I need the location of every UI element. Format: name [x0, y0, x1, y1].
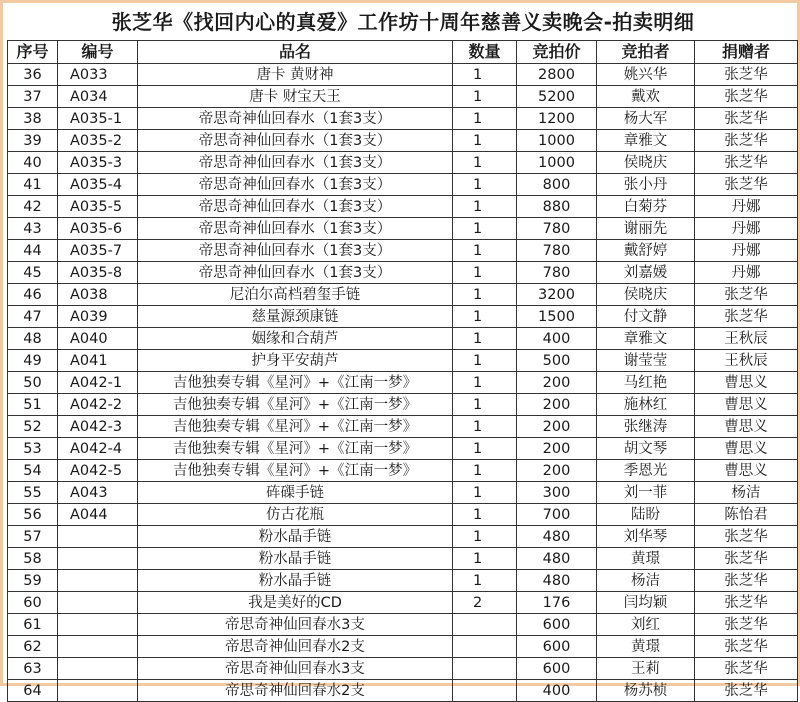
cell-bidder: 侯晓庆: [597, 284, 695, 306]
cell-donor: 张芝华: [695, 548, 798, 570]
cell-price: 1000: [517, 130, 597, 152]
cell-donor: 张芝华: [695, 64, 798, 86]
cell-item-name: 吉他独奏专辑《星河》+《江南一梦》: [138, 460, 453, 482]
cell-bidder: 白菊芬: [597, 196, 695, 218]
cell-code: A042-2: [58, 394, 138, 416]
cell-bidder: 侯晓庆: [597, 152, 695, 174]
cell-seq: 64: [8, 680, 58, 702]
cell-price: 1500: [517, 306, 597, 328]
cell-price: 780: [517, 240, 597, 262]
cell-donor: 张芝华: [695, 680, 798, 702]
cell-code: A035-7: [58, 240, 138, 262]
table-row: [8, 438, 798, 460]
table-row: [8, 548, 798, 570]
cell-code: A038: [58, 284, 138, 306]
cell-seq: 61: [8, 614, 58, 636]
cell-donor: 曹思义: [695, 460, 798, 482]
cell-bidder: 谢莹莹: [597, 350, 695, 372]
cell-seq: 50: [8, 372, 58, 394]
cell-bidder: 张小丹: [597, 174, 695, 196]
cell-code: A040: [58, 328, 138, 350]
cell-code: [58, 636, 138, 658]
cell-donor: 丹娜: [695, 196, 798, 218]
cell-seq: 49: [8, 350, 58, 372]
table-row: [8, 482, 798, 504]
cell-item-name: 帝思奇神仙回春水（1套3支）: [138, 108, 453, 130]
cell-price: 880: [517, 196, 597, 218]
cell-quantity: 1: [453, 306, 517, 328]
table-row: [8, 108, 798, 130]
cell-seq: 54: [8, 460, 58, 482]
table-row: [8, 64, 798, 86]
cell-price: 400: [517, 680, 597, 702]
cell-donor: 张芝华: [695, 108, 798, 130]
cell-quantity: 1: [453, 284, 517, 306]
table-row: [8, 240, 798, 262]
cell-quantity: 1: [453, 416, 517, 438]
cell-price: 1000: [517, 152, 597, 174]
table-row: [8, 262, 798, 284]
cell-price: 200: [517, 438, 597, 460]
cell-code: A034: [58, 86, 138, 108]
cell-code: A042-1: [58, 372, 138, 394]
cell-quantity: 1: [453, 394, 517, 416]
cell-seq: 51: [8, 394, 58, 416]
cell-donor: 陈怡君: [695, 504, 798, 526]
cell-quantity: 1: [453, 64, 517, 86]
cell-price: 176: [517, 592, 597, 614]
header-row: [8, 41, 798, 64]
cell-item-name: 帝思奇神仙回春水（1套3支）: [138, 262, 453, 284]
cell-item-name: 姻缘和合葫芦: [138, 328, 453, 350]
cell-item-name: 砗磲手链: [138, 482, 453, 504]
cell-quantity: 1: [453, 438, 517, 460]
cell-code: [58, 592, 138, 614]
cell-code: A042-4: [58, 438, 138, 460]
cell-quantity: 1: [453, 350, 517, 372]
cell-quantity: 1: [453, 152, 517, 174]
cell-price: 800: [517, 174, 597, 196]
cell-code: A035-5: [58, 196, 138, 218]
cell-bidder: 付文静: [597, 306, 695, 328]
cell-price: 780: [517, 218, 597, 240]
cell-donor: 张芝华: [695, 592, 798, 614]
table-row: [8, 394, 798, 416]
table-row: [8, 570, 798, 592]
cell-quantity: 1: [453, 504, 517, 526]
cell-item-name: 帝思奇神仙回春水2支: [138, 680, 453, 702]
table-row: [8, 350, 798, 372]
cell-item-name: 帝思奇神仙回春水（1套3支）: [138, 218, 453, 240]
cell-item-name: 吉他独奏专辑《星河》+《江南一梦》: [138, 394, 453, 416]
cell-item-name: 帝思奇神仙回春水（1套3支）: [138, 196, 453, 218]
cell-bidder: 戴舒婷: [597, 240, 695, 262]
table-row: [8, 86, 798, 108]
cell-seq: 62: [8, 636, 58, 658]
cell-quantity: 1: [453, 328, 517, 350]
cell-code: A042-5: [58, 460, 138, 482]
cell-code: A035-6: [58, 218, 138, 240]
cell-quantity: [453, 636, 517, 658]
cell-item-name: 护身平安葫芦: [138, 350, 453, 372]
cell-quantity: 1: [453, 86, 517, 108]
cell-donor: 张芝华: [695, 174, 798, 196]
cell-code: A039: [58, 306, 138, 328]
cell-code: A035-1: [58, 108, 138, 130]
cell-code: A044: [58, 504, 138, 526]
cell-seq: 44: [8, 240, 58, 262]
cell-seq: 57: [8, 526, 58, 548]
cell-price: 1200: [517, 108, 597, 130]
header-seq: 序号: [8, 41, 58, 64]
cell-quantity: [453, 680, 517, 702]
cell-donor: 王秋辰: [695, 350, 798, 372]
cell-donor: 张芝华: [695, 86, 798, 108]
cell-bidder: 季恩光: [597, 460, 695, 482]
table-row: [8, 152, 798, 174]
cell-donor: 曹思义: [695, 372, 798, 394]
cell-code: [58, 680, 138, 702]
cell-quantity: 1: [453, 240, 517, 262]
cell-donor: 曹思义: [695, 416, 798, 438]
header-code: 编号: [58, 41, 138, 64]
cell-code: A041: [58, 350, 138, 372]
cell-price: 600: [517, 614, 597, 636]
cell-price: 5200: [517, 86, 597, 108]
cell-item-name: 粉水晶手链: [138, 570, 453, 592]
cell-item-name: 帝思奇神仙回春水（1套3支）: [138, 152, 453, 174]
cell-item-name: 帝思奇神仙回春水3支: [138, 614, 453, 636]
cell-bidder: 施林红: [597, 394, 695, 416]
cell-quantity: 1: [453, 174, 517, 196]
table-row: [8, 416, 798, 438]
cell-price: 600: [517, 636, 597, 658]
cell-code: [58, 548, 138, 570]
cell-item-name: 帝思奇神仙回春水2支: [138, 636, 453, 658]
cell-quantity: 1: [453, 526, 517, 548]
cell-price: 700: [517, 504, 597, 526]
header-donor: 捐赠者: [695, 41, 798, 64]
cell-item-name: 慈量源颈康链: [138, 306, 453, 328]
cell-item-name: 粉水晶手链: [138, 548, 453, 570]
cell-item-name: 帝思奇神仙回春水3支: [138, 658, 453, 680]
cell-bidder: 姚兴华: [597, 64, 695, 86]
cell-seq: 52: [8, 416, 58, 438]
cell-item-name: 唐卡 黄财神: [138, 64, 453, 86]
cell-seq: 36: [8, 64, 58, 86]
cell-item-name: 吉他独奏专辑《星河》+《江南一梦》: [138, 372, 453, 394]
cell-seq: 42: [8, 196, 58, 218]
cell-quantity: [453, 614, 517, 636]
cell-price: 600: [517, 658, 597, 680]
cell-bidder: 杨大军: [597, 108, 695, 130]
cell-seq: 48: [8, 328, 58, 350]
cell-seq: 39: [8, 130, 58, 152]
table-row: [8, 218, 798, 240]
cell-bidder: 胡文琴: [597, 438, 695, 460]
table-row: [8, 658, 798, 680]
cell-donor: 张芝华: [695, 526, 798, 548]
cell-donor: 张芝华: [695, 570, 798, 592]
cell-item-name: 唐卡 财宝天王: [138, 86, 453, 108]
cell-code: A035-3: [58, 152, 138, 174]
cell-price: 780: [517, 262, 597, 284]
cell-donor: 丹娜: [695, 240, 798, 262]
cell-seq: 60: [8, 592, 58, 614]
cell-code: A035-2: [58, 130, 138, 152]
cell-seq: 56: [8, 504, 58, 526]
cell-item-name: 尼泊尔高档碧玺手链: [138, 284, 453, 306]
cell-code: A033: [58, 64, 138, 86]
cell-quantity: [453, 658, 517, 680]
cell-code: A035-8: [58, 262, 138, 284]
cell-seq: 41: [8, 174, 58, 196]
table-row: [8, 636, 798, 658]
cell-item-name: 仿古花瓶: [138, 504, 453, 526]
cell-bidder: 黄璟: [597, 548, 695, 570]
table-row: [8, 196, 798, 218]
cell-price: 300: [517, 482, 597, 504]
cell-bidder: 章雅文: [597, 130, 695, 152]
cell-bidder: 谢丽先: [597, 218, 695, 240]
cell-donor: 张芝华: [695, 152, 798, 174]
cell-bidder: 刘一菲: [597, 482, 695, 504]
cell-donor: 张芝华: [695, 284, 798, 306]
table-row: [8, 284, 798, 306]
document-title: 张芝华《找回内心的真爱》工作坊十周年慈善义卖晚会-拍卖明细: [111, 10, 695, 34]
cell-price: 200: [517, 460, 597, 482]
cell-bidder: 张继涛: [597, 416, 695, 438]
cell-donor: 丹娜: [695, 262, 798, 284]
cell-donor: 张芝华: [695, 636, 798, 658]
cell-price: 500: [517, 350, 597, 372]
cell-seq: 43: [8, 218, 58, 240]
cell-bidder: 杨洁: [597, 570, 695, 592]
cell-donor: 张芝华: [695, 130, 798, 152]
cell-donor: 曹思义: [695, 394, 798, 416]
cell-seq: 55: [8, 482, 58, 504]
cell-code: A043: [58, 482, 138, 504]
cell-code: [58, 614, 138, 636]
cell-quantity: 2: [453, 592, 517, 614]
header-item-name: 品名: [138, 41, 453, 64]
cell-bidder: 王莉: [597, 658, 695, 680]
cell-donor: 曹思义: [695, 438, 798, 460]
table-row: [8, 614, 798, 636]
cell-donor: 张芝华: [695, 614, 798, 636]
cell-code: A035-4: [58, 174, 138, 196]
cell-donor: 杨洁: [695, 482, 798, 504]
cell-seq: 45: [8, 262, 58, 284]
cell-seq: 63: [8, 658, 58, 680]
cell-bidder: 刘华琴: [597, 526, 695, 548]
cell-bidder: 刘红: [597, 614, 695, 636]
table-row: [8, 372, 798, 394]
table-row: [8, 460, 798, 482]
table-row: [8, 174, 798, 196]
cell-seq: 46: [8, 284, 58, 306]
cell-price: 3200: [517, 284, 597, 306]
table-row: [8, 504, 798, 526]
cell-price: 200: [517, 416, 597, 438]
header-bidder: 竞拍者: [597, 41, 695, 64]
cell-price: 200: [517, 372, 597, 394]
cell-code: A042-3: [58, 416, 138, 438]
cell-bidder: 闫均颖: [597, 592, 695, 614]
cell-price: 2800: [517, 64, 597, 86]
cell-bidder: 陆盼: [597, 504, 695, 526]
cell-quantity: 1: [453, 196, 517, 218]
cell-item-name: 帝思奇神仙回春水（1套3支）: [138, 240, 453, 262]
cell-quantity: 1: [453, 218, 517, 240]
cell-seq: 53: [8, 438, 58, 460]
cell-price: 400: [517, 328, 597, 350]
cell-donor: 张芝华: [695, 658, 798, 680]
header-quantity: 数量: [453, 41, 517, 64]
cell-seq: 37: [8, 86, 58, 108]
cell-quantity: 1: [453, 570, 517, 592]
cell-seq: 58: [8, 548, 58, 570]
cell-bidder: 章雅文: [597, 328, 695, 350]
table-row: [8, 526, 798, 548]
cell-bidder: 刘嘉媛: [597, 262, 695, 284]
cell-code: [58, 570, 138, 592]
cell-seq: 38: [8, 108, 58, 130]
cell-bidder: 戴欢: [597, 86, 695, 108]
cell-seq: 40: [8, 152, 58, 174]
cell-bidder: 马红艳: [597, 372, 695, 394]
cell-item-name: 吉他独奏专辑《星河》+《江南一梦》: [138, 438, 453, 460]
table-row: [8, 130, 798, 152]
cell-price: 480: [517, 548, 597, 570]
cell-price: 200: [517, 394, 597, 416]
cell-quantity: 1: [453, 108, 517, 130]
cell-price: 480: [517, 570, 597, 592]
cell-quantity: 1: [453, 482, 517, 504]
cell-quantity: 1: [453, 262, 517, 284]
cell-quantity: 1: [453, 548, 517, 570]
cell-code: [58, 526, 138, 548]
cell-item-name: 帝思奇神仙回春水（1套3支）: [138, 130, 453, 152]
table-row: [8, 306, 798, 328]
cell-quantity: 1: [453, 372, 517, 394]
cell-price: 480: [517, 526, 597, 548]
cell-seq: 47: [8, 306, 58, 328]
table-row: [8, 592, 798, 614]
cell-item-name: 粉水晶手链: [138, 526, 453, 548]
cell-quantity: 1: [453, 460, 517, 482]
auction-table: [7, 40, 798, 702]
cell-donor: 王秋辰: [695, 328, 798, 350]
cell-quantity: 1: [453, 130, 517, 152]
cell-item-name: 吉他独奏专辑《星河》+《江南一梦》: [138, 416, 453, 438]
cell-bidder: 杨苏桢: [597, 680, 695, 702]
cell-donor: 张芝华: [695, 306, 798, 328]
table-row: [8, 680, 798, 702]
table-row: [8, 328, 798, 350]
cell-item-name: 我是美好的CD: [138, 592, 453, 614]
cell-donor: 丹娜: [695, 218, 798, 240]
cell-bidder: 黄璟: [597, 636, 695, 658]
cell-item-name: 帝思奇神仙回春水（1套3支）: [138, 174, 453, 196]
header-price: 竞拍价: [517, 41, 597, 64]
cell-code: [58, 658, 138, 680]
cell-seq: 59: [8, 570, 58, 592]
